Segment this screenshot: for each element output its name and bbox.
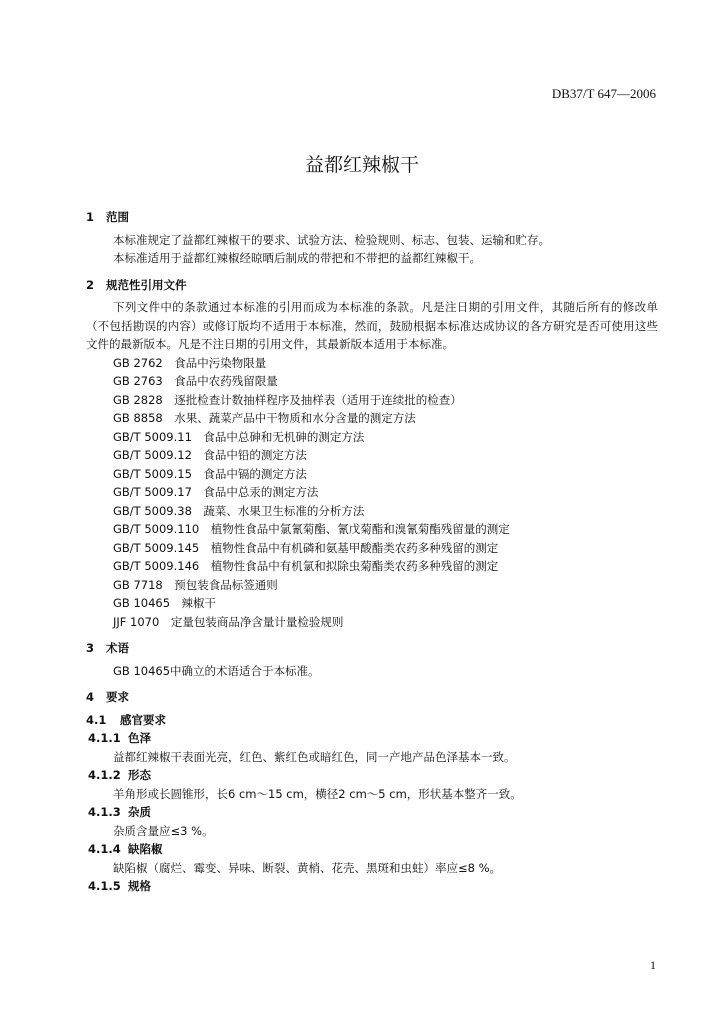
section-4-1-heading: 4.1 感官要求 — [86, 712, 166, 727]
reference-list — [86, 354, 658, 632]
reference-item: GB 2762 食品中污染物限量 — [113, 355, 267, 370]
subsection-heading: 4.1.3 杂质 — [88, 805, 151, 819]
section-3-heading: 3 术语 — [86, 641, 129, 655]
subsection-heading: 4.1.2 形态 — [88, 768, 151, 782]
subsection-text: 羊角形或长圆锥形，长6 cm～15 cm，横径2 cm～5 cm，形状基本整齐一致。 — [113, 786, 522, 801]
section-1-para: 本标准适用于益都红辣椒经晾晒后制成的带把和不带把的益都红辣椒干。 — [113, 251, 481, 265]
section-2-heading: 2 规范性引用文件 — [86, 277, 187, 292]
reference-item: GB 10465 辣椒干 — [113, 596, 217, 610]
subsection-heading: 4.1.4 缺陷椒 — [88, 842, 163, 856]
standard-code: DB37/T 647—2006 — [551, 86, 656, 101]
reference-item: GB/T 5009.146 植物性食品中有机氯和拟除虫菊酯类农药多种残留的测定 — [113, 559, 499, 573]
reference-item: GB 8858 水果、蔬菜产品中干物质和水分含量的测定方法 — [113, 411, 416, 425]
reference-item: GB/T 5009.15 食品中镉的测定方法 — [113, 466, 307, 481]
document-title: 益都红辣椒干 — [304, 154, 419, 176]
reference-item: GB/T 5009.145 植物性食品中有机磷和氨基甲酸酯类农药多种残留的测定 — [113, 540, 499, 555]
section-3-para: GB 10465中确立的术语适合于本标准。 — [113, 663, 320, 678]
reference-item: GB/T 5009.17 食品中总汞的测定方法 — [113, 485, 319, 499]
subsection-heading: 4.1.1 色泽 — [88, 731, 151, 745]
subsection-text: 益都红辣椒干表面光亮，红色、紫红色或暗红色，同一产地产品色泽基本一致。 — [113, 749, 516, 764]
reference-item: GB 2763 食品中农药残留限量 — [113, 374, 278, 388]
section-2-intro: 下列文件中的条款通过本标准的引用而成为本标准的条款。凡是注日期的引用文件，其随后所有的修改单（不包括勘误的内容）或修订版均不适用于本标准，然而，鼓励根据本标准达成协议的各方研究是否可使用这些文件的最新版本。凡是不注日期的引用文件，其最新版本适用于本标准。 — [86, 300, 658, 351]
requirement-items — [86, 729, 658, 896]
reference-item: GB 2828 逐批检查计数抽样程序及抽样表（适用于连续批的检查） — [113, 392, 462, 407]
reference-item: GB/T 5009.11 食品中总砷和无机砷的测定方法 — [113, 429, 365, 444]
page-number: 1 — [650, 958, 656, 972]
reference-item: GB 7718 预包装食品标签通则 — [113, 577, 278, 592]
section-4-heading: 4 要求 — [86, 690, 129, 704]
reference-item: GB/T 5009.110 植物性食品中氯氰菊酯、氰戊菊酯和溴氰菊酯残留量的测定 — [113, 522, 510, 536]
subsection-text: 缺陷椒（腐烂、霉变、异味、断裂、黄梢、花壳、黑斑和虫蛀）率应≤8 %。 — [113, 860, 502, 875]
subsection-heading: 4.1.5 规格 — [88, 879, 151, 893]
section-1-heading: 1 范围 — [86, 210, 129, 224]
subsection-text: 杂质含量应≤3 %。 — [113, 823, 214, 838]
reference-item: GB/T 5009.12 食品中铅的测定方法 — [113, 448, 307, 462]
section-1-para: 本标准规定了益都红辣椒干的要求、试验方法、检验规则、标志、包装、运输和贮存。 — [113, 232, 550, 247]
reference-item: JJF 1070 定量包装商品净含量计量检验规则 — [113, 614, 344, 629]
reference-item: GB/T 5009.38 蔬菜、水果卫生标准的分析方法 — [113, 503, 365, 518]
document-body — [86, 208, 658, 896]
